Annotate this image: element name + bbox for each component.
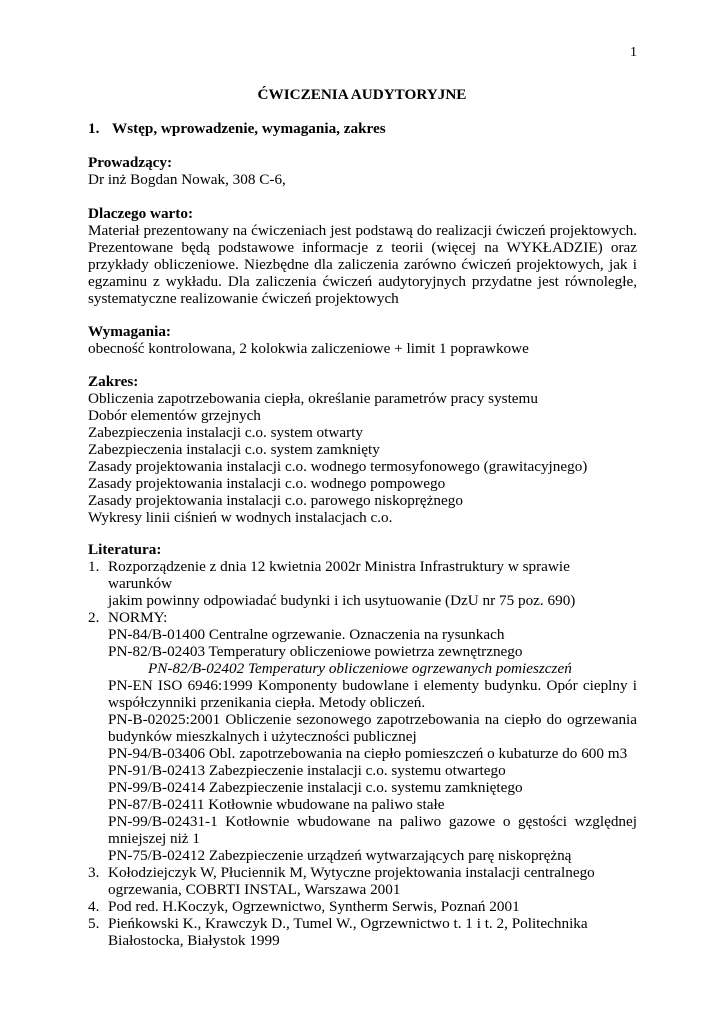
literatura-item-number: 4. xyxy=(88,898,100,915)
literatura-line: Białostocka, Białystok 1999 xyxy=(108,932,280,949)
dlaczego-line: systematyczne realizowanie ćwiczeń projektowych xyxy=(88,290,399,307)
norm-line: PN-99/B-02414 Zabezpieczenie instalacji c.o. systemu zamkniętego xyxy=(108,779,523,796)
norm-line: PN-B-02025:2001 Obliczenie sezonowego zapotrzebowania na ciepło do ogrzewania xyxy=(108,711,637,728)
section-title: Wstęp, wprowadzenie, wymagania, zakres xyxy=(112,120,386,137)
norm-line: współczynniki przenikania ciepła. Metody obliczeń. xyxy=(108,694,426,711)
wymagania-block xyxy=(88,323,637,357)
document-title: ĆWICZENIA AUDYTORYJNE xyxy=(257,86,467,103)
section-number: 1. xyxy=(88,120,100,137)
norm-line: PN-EN ISO 6946:1999 Komponenty budowlane i elementy budynku. Opór cieplny i xyxy=(108,677,637,694)
literatura-item xyxy=(88,864,637,898)
zakres-item: Zabezpieczenia instalacji c.o. system otwarty xyxy=(88,424,363,441)
prowadzacy-text: Dr inż Bogdan Nowak, 308 C-6, xyxy=(88,171,286,188)
zakres-item: Zasady projektowania instalacji c.o. wodnego pompowego xyxy=(88,475,446,492)
zakres-item: Obliczenia zapotrzebowania ciepła, określanie parametrów pracy systemu xyxy=(88,390,538,407)
dlaczego-heading: Dlaczego warto: xyxy=(88,205,193,222)
page-number: 1 xyxy=(630,45,637,60)
literatura-item-number: 3. xyxy=(88,864,100,881)
prowadzacy-block xyxy=(88,154,637,188)
norm-line: PN-99/B-02431-1 Kotłownie wbudowane na paliwo gazowe o gęstości względnej xyxy=(108,813,637,830)
zakres-heading: Zakres: xyxy=(88,373,139,390)
literatura-item-norms xyxy=(88,609,637,864)
norm-line: mniejszej niż 1 xyxy=(108,830,200,847)
norm-line: PN-94/B-03406 Obl. zapotrzebowania na ciepło pomieszczeń o kubaturze do 600 m3 xyxy=(108,745,628,762)
dlaczego-line: egzaminu z wykładu. Dla zaliczenia ćwiczeń audytoryjnych przydatne jest równoległe, xyxy=(88,273,637,290)
dlaczego-line: Prezentowane będą podstawowe informacje z teorii (więcej na WYKŁADZIE) oraz xyxy=(88,239,637,256)
literatura-item-number: 2. xyxy=(88,609,100,626)
literatura-line: Pod red. H.Koczyk, Ogrzewnictwo, Syntherm Serwis, Poznań 2001 xyxy=(108,898,520,915)
literatura-heading: Literatura: xyxy=(88,541,162,558)
literatura-line: ogrzewania, COBRTI INSTAL, Warszawa 2001 xyxy=(108,881,401,898)
zakres-item: Dobór elementów grzejnych xyxy=(88,407,261,424)
literatura-item-number: 1. xyxy=(88,558,100,575)
literatura-line: Pieńkowski K., Krawczyk D., Tumel W., Ogrzewnictwo t. 1 i t. 2, Politechnika xyxy=(108,915,588,932)
literatura-item xyxy=(88,915,637,949)
zakres-item: Zabezpieczenia instalacji c.o. system zamknięty xyxy=(88,441,380,458)
dlaczego-line: Materiał prezentowany na ćwiczeniach jest podstawą do realizacji ćwiczeń projektowych. xyxy=(88,222,637,239)
literatura-line: jakim powinny odpowiadać budynki i ich usytuowanie (DzU nr 75 poz. 690) xyxy=(108,592,576,609)
section-heading xyxy=(88,120,386,137)
literatura-line: Rozporządzenie z dnia 12 kwietnia 2002r Ministra Infrastruktury w sprawie warunków xyxy=(108,558,570,592)
prowadzacy-heading: Prowadzący: xyxy=(88,154,173,171)
literatura-item xyxy=(88,898,637,915)
norm-line: PN-91/B-02413 Zabezpieczenie instalacji c.o. systemu otwartego xyxy=(108,762,506,779)
literatura-line: Kołodziejczyk W, Płuciennik M, Wytyczne projektowania instalacji centralnego xyxy=(108,864,595,881)
norms-list xyxy=(108,626,637,864)
literatura-item xyxy=(88,558,637,609)
literatura-block xyxy=(88,541,637,949)
literatura-item-number: 5. xyxy=(88,915,100,932)
zakres-block xyxy=(88,373,637,526)
zakres-item: Wykresy linii ciśnień w wodnych instalacjach c.o. xyxy=(88,509,393,526)
norm-line: PN-84/B-01400 Centralne ogrzewanie. Oznaczenia na rysunkach xyxy=(108,626,505,643)
norm-line: PN-82/B-02403 Temperatury obliczeniowe powietrza zewnętrznego xyxy=(108,643,523,660)
norm-line: budynków mieszkalnych i użyteczności publicznej xyxy=(108,728,417,745)
norms-heading: NORMY: xyxy=(108,609,168,626)
dlaczego-block xyxy=(88,205,637,307)
norm-line: PN-75/B-02412 Zabezpieczenie urządzeń wytwarzających parę niskoprężną xyxy=(108,847,572,864)
zakres-item: Zasady projektowania instalacji c.o. parowego niskoprężnego xyxy=(88,492,463,509)
wymagania-text: obecność kontrolowana, 2 kolokwia zaliczeniowe + limit 1 poprawkowe xyxy=(88,340,529,357)
dlaczego-line: przykłady obliczeniowe. Niezbędne dla zaliczenia zarówno ćwiczeń projektowych, jak i xyxy=(88,256,637,273)
norm-line: PN-82/B-02402 Temperatury obliczeniowe ogrzewanych pomieszczeń xyxy=(148,660,572,677)
zakres-item: Zasady projektowania instalacji c.o. wodnego termosyfonowego (grawitacyjnego) xyxy=(88,458,588,475)
norm-line: PN-87/B-02411 Kotłownie wbudowane na paliwo stałe xyxy=(108,796,445,813)
wymagania-heading: Wymagania: xyxy=(88,323,171,340)
